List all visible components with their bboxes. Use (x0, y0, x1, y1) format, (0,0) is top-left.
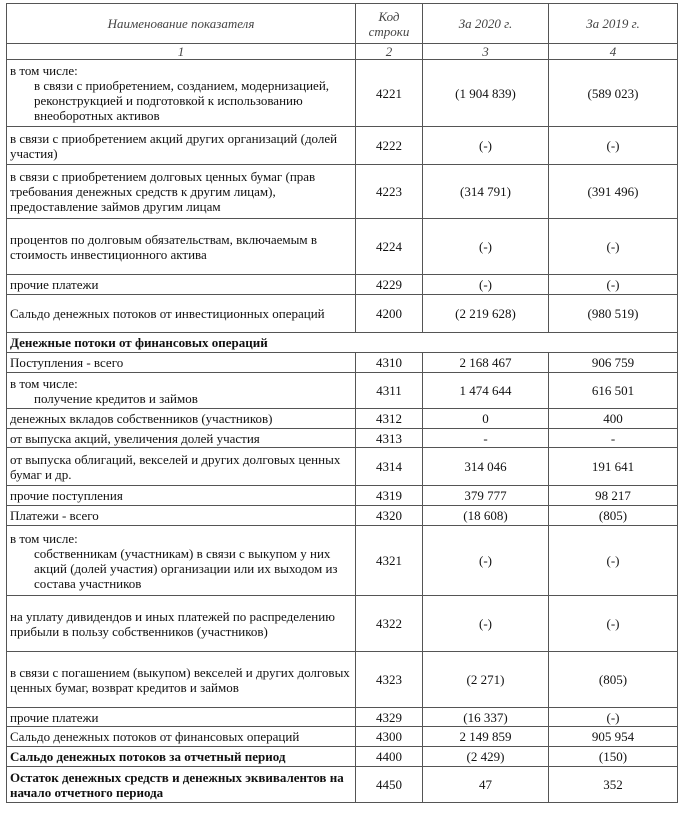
row-prefix: в том числе: (10, 530, 78, 546)
value-2020: (-) (423, 596, 549, 652)
value-2019: 905 954 (549, 727, 678, 747)
row-code: 4400 (356, 747, 423, 767)
value-2019: (805) (549, 506, 678, 526)
value-2020: 1 474 644 (423, 373, 549, 409)
row-label: прочие платежи (7, 275, 356, 295)
row-code: 4314 (356, 448, 423, 486)
row-code: 4221 (356, 60, 423, 127)
row-label: прочие платежи (7, 708, 356, 727)
table-row (7, 295, 678, 333)
row-label: денежных вкладов собственников (участников) (7, 409, 356, 429)
value-2020: (2 219 628) (423, 295, 549, 333)
value-2019: (805) (549, 652, 678, 708)
row-prefix: в том числе: (10, 63, 78, 78)
table-row (7, 60, 678, 127)
table-row (7, 127, 678, 165)
value-2020: (-) (423, 127, 549, 165)
row-code: 4200 (356, 295, 423, 333)
table-row (7, 353, 678, 373)
value-2019: 906 759 (549, 353, 678, 373)
row-code: 4224 (356, 219, 423, 275)
table-row (7, 506, 678, 526)
row-code: 4229 (356, 275, 423, 295)
value-2020: (314 791) (423, 165, 549, 219)
table-row (7, 708, 678, 727)
row-label: от выпуска облигаций, векселей и других долговых ценных бумаг и др. (7, 448, 356, 486)
value-2019: (391 496) (549, 165, 678, 219)
value-2019: (-) (549, 127, 678, 165)
value-2019: 400 (549, 409, 678, 429)
table-row (7, 373, 678, 409)
row-code: 4320 (356, 506, 423, 526)
row-code: 4310 (356, 353, 423, 373)
value-2020: (1 904 839) (423, 60, 549, 127)
value-2019: - (549, 429, 678, 448)
table-row (7, 219, 678, 275)
column-number: 2 (356, 44, 423, 60)
table-row (7, 652, 678, 708)
value-2020: 314 046 (423, 448, 549, 486)
value-2020: 2 168 467 (423, 353, 549, 373)
value-2020: 379 777 (423, 486, 549, 506)
table-header-row (7, 4, 678, 44)
row-label: процентов по долговым обязательствам, включаемым в стоимость инвестиционного актива (7, 219, 356, 275)
table-row (7, 429, 678, 448)
cash-flow-table (6, 3, 678, 803)
row-code: 4300 (356, 727, 423, 747)
row-code: 4329 (356, 708, 423, 727)
table-row (7, 727, 678, 747)
row-code: 4313 (356, 429, 423, 448)
section-heading: Денежные потоки от финансовых операций (7, 333, 678, 353)
value-2019: (-) (549, 596, 678, 652)
value-2020: - (423, 429, 549, 448)
table-row (7, 596, 678, 652)
row-label: Сальдо денежных потоков от финансовых операций (7, 727, 356, 747)
value-2020: (-) (423, 275, 549, 295)
table-row (7, 409, 678, 429)
row-label: на уплату дивидендов и иных платежей по распределению прибыли в пользу собственников (участников) (7, 596, 356, 652)
value-2020: 0 (423, 409, 549, 429)
header-indicator-name: Наименование показателя (7, 4, 356, 44)
row-label: в связи с приобретением долговых ценных бумаг (прав требования денежных средств к другим лицам), предоставление займов другим лицам (7, 165, 356, 219)
row-label: Сальдо денежных потоков за отчетный период (7, 747, 356, 767)
value-2019: (589 023) (549, 60, 678, 127)
row-prefix: в том числе: (10, 375, 78, 391)
row-name (7, 373, 356, 409)
table-row (7, 767, 678, 803)
value-2020: (18 608) (423, 506, 549, 526)
column-number-row (7, 44, 678, 60)
row-code: 4322 (356, 596, 423, 652)
value-2019: 352 (549, 767, 678, 803)
value-2019: (980 519) (549, 295, 678, 333)
value-2019: 98 217 (549, 486, 678, 506)
table-row (7, 486, 678, 506)
table-row (7, 275, 678, 295)
value-2019: (-) (549, 219, 678, 275)
header-year-2019: За 2019 г. (549, 4, 678, 44)
value-2019: (-) (549, 708, 678, 727)
row-name (7, 526, 356, 596)
row-label: получение кредитов и займов (34, 390, 198, 406)
row-label: собственникам (участникам) в связи с выкупом у них акций (долей участия) организации или их выходом из состава участников (34, 545, 338, 591)
row-label: Остаток денежных средств и денежных эквивалентов на начало отчетного периода (7, 767, 356, 803)
row-label: Платежи - всего (7, 506, 356, 526)
value-2020: (2 429) (423, 747, 549, 767)
row-code: 4321 (356, 526, 423, 596)
row-name (7, 60, 356, 127)
row-code: 4223 (356, 165, 423, 219)
value-2020: (-) (423, 526, 549, 596)
row-label: в связи с погашением (выкупом) векселей и других долговых ценных бумаг, возврат кредитов и займов (7, 652, 356, 708)
row-code: 4311 (356, 373, 423, 409)
column-number: 3 (423, 44, 549, 60)
row-code: 4323 (356, 652, 423, 708)
value-2019: (150) (549, 747, 678, 767)
section-row (7, 333, 678, 353)
value-2020: (-) (423, 219, 549, 275)
value-2020: 2 149 859 (423, 727, 549, 747)
row-code: 4222 (356, 127, 423, 165)
row-code: 4450 (356, 767, 423, 803)
value-2019: (-) (549, 526, 678, 596)
value-2019: 616 501 (549, 373, 678, 409)
value-2019: (-) (549, 275, 678, 295)
row-code: 4319 (356, 486, 423, 506)
row-label: в связи с приобретением, созданием, модернизацией, реконструкцией и подготовкой к использованию внеоборотных активов (34, 78, 330, 123)
value-2019: 191 641 (549, 448, 678, 486)
header-line-code: Код строки (356, 4, 423, 44)
row-label: прочие поступления (7, 486, 356, 506)
value-2020: 47 (423, 767, 549, 803)
row-label: Поступления - всего (7, 353, 356, 373)
table-row (7, 526, 678, 596)
row-label: в связи с приобретением акций других организаций (долей участия) (7, 127, 356, 165)
header-year-2020: За 2020 г. (423, 4, 549, 44)
row-label: Сальдо денежных потоков от инвестиционных операций (7, 295, 356, 333)
column-number: 1 (7, 44, 356, 60)
table-row (7, 448, 678, 486)
table-row (7, 747, 678, 767)
row-code: 4312 (356, 409, 423, 429)
row-label: от выпуска акций, увеличения долей участия (7, 429, 356, 448)
value-2020: (2 271) (423, 652, 549, 708)
table-row (7, 165, 678, 219)
value-2020: (16 337) (423, 708, 549, 727)
column-number: 4 (549, 44, 678, 60)
